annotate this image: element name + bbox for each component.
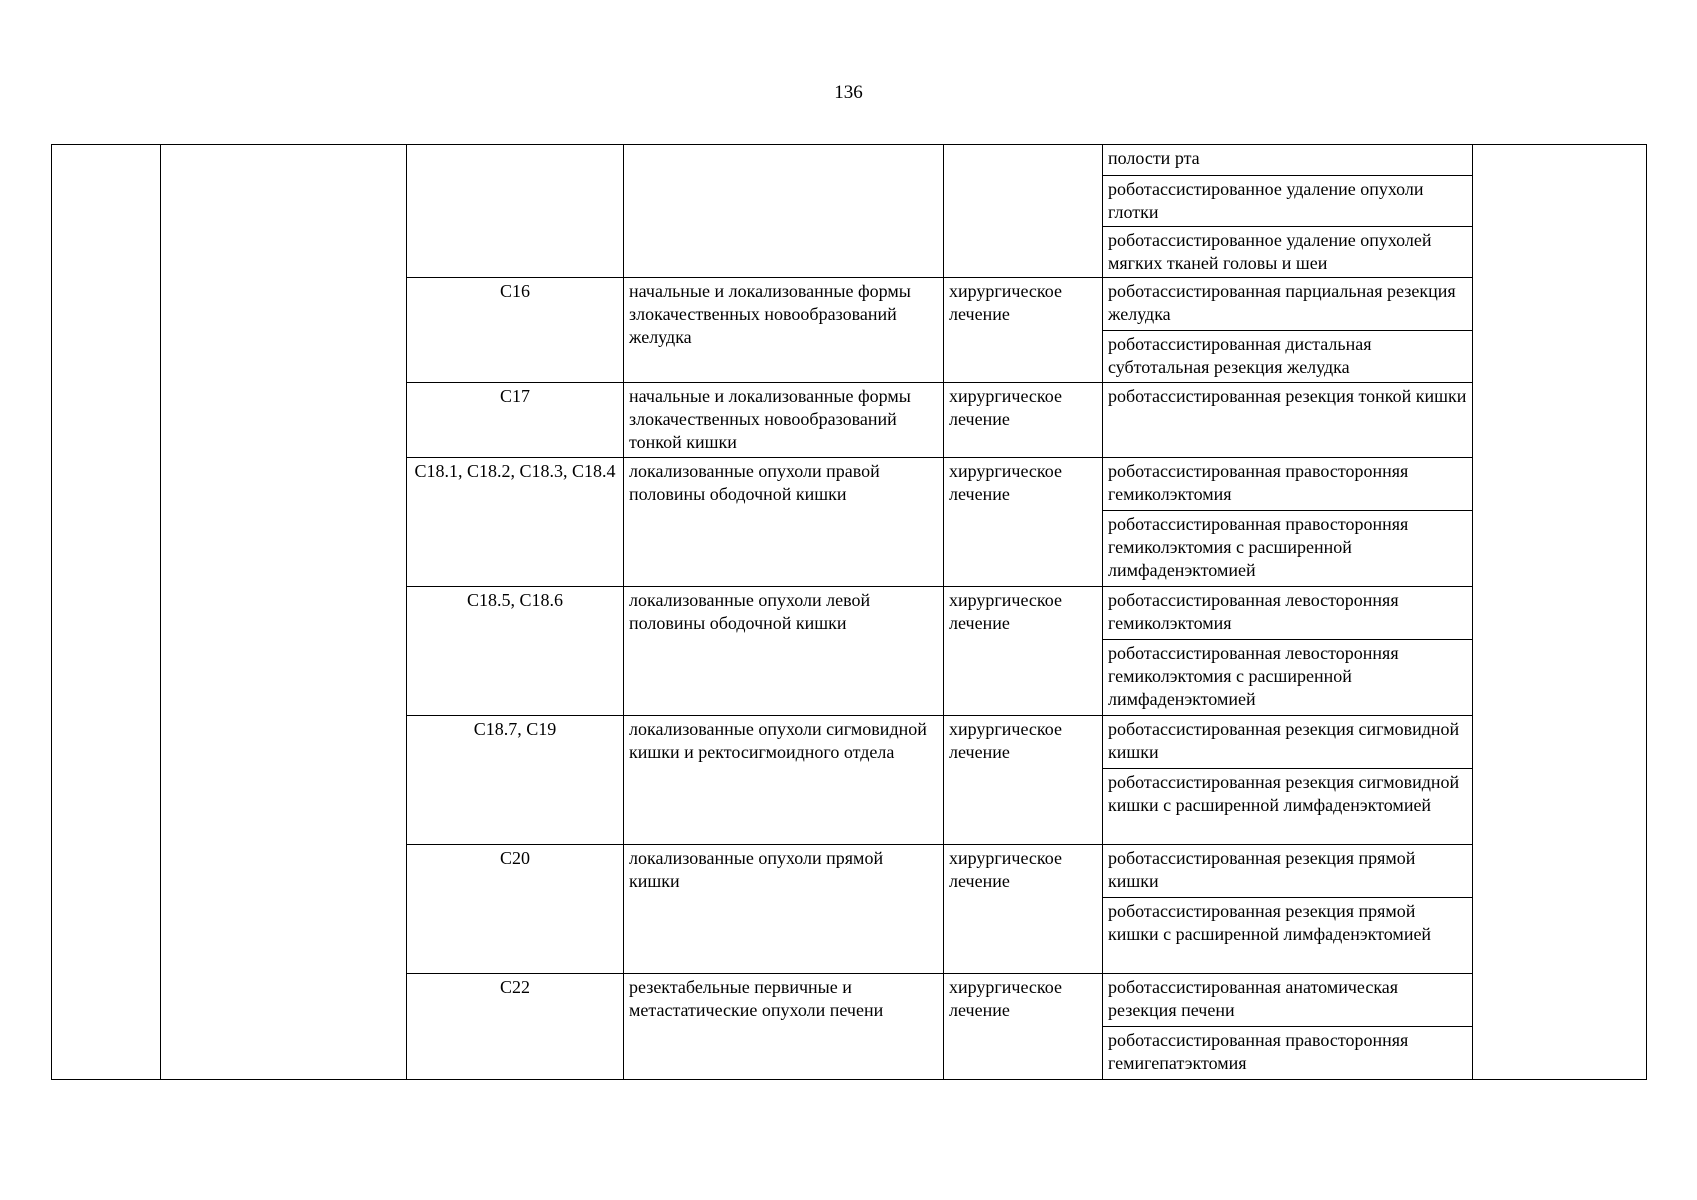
model-cell: резектабельные первичные и метастатические опухоли печени <box>624 974 944 1080</box>
method-cell: роботассистированная правосторонняя гемиколэктомия <box>1103 458 1473 511</box>
method-cell: роботассистированная дистальная субтотальная резекция желудка <box>1103 331 1473 383</box>
method-cell: роботассистированная анатомическая резекция печени <box>1103 974 1473 1027</box>
treatment-cell: хирургическое лечение <box>944 974 1103 1080</box>
code-cell: C18.1, C18.2, C18.3, C18.4 <box>407 458 624 587</box>
model-cell: локализованные опухоли правой половины ободочной кишки <box>624 458 944 587</box>
cost-column-cell <box>1473 145 1647 1080</box>
code-cell: C18.7, C19 <box>407 716 624 845</box>
method-cell: роботассистированная парциальная резекция желудка <box>1103 278 1473 331</box>
number-column-cell <box>52 145 161 1080</box>
model-cell <box>624 145 944 278</box>
method-cell: роботассистированная левосторонняя гемиколэктомия <box>1103 587 1473 640</box>
method-cell: роботассистированная резекция сигмовидной кишки <box>1103 716 1473 769</box>
code-cell: C22 <box>407 974 624 1080</box>
page-number: 136 <box>834 82 863 103</box>
method-cell: полости рта <box>1103 145 1473 176</box>
method-cell: роботассистированная резекция прямой кишки с расширенной лимфаденэктомией <box>1103 898 1473 974</box>
model-cell: начальные и локализованные формы злокачественных новообразований тонкой кишки <box>624 383 944 458</box>
method-cell: роботассистированная правосторонняя гемиколэктомия с расширенной лимфаденэктомией <box>1103 511 1473 587</box>
method-cell: роботассистированное удаление опухолей мягких тканей головы и шеи <box>1103 227 1473 278</box>
code-cell: C16 <box>407 278 624 383</box>
treatment-cell: хирургическое лечение <box>944 845 1103 974</box>
method-cell: роботассистированная левосторонняя гемиколэктомия с расширенной лимфаденэктомией <box>1103 640 1473 716</box>
code-cell: C18.5, C18.6 <box>407 587 624 716</box>
treatment-cell: хирургическое лечение <box>944 587 1103 716</box>
model-cell: локализованные опухоли сигмовидной кишки и ректосигмоидного отдела <box>624 716 944 845</box>
method-cell: роботассистированная резекция сигмовидной кишки с расширенной лимфаденэктомией <box>1103 769 1473 845</box>
code-cell <box>407 145 624 278</box>
group-name-column-cell <box>161 145 407 1080</box>
code-cell: C17 <box>407 383 624 458</box>
method-cell: роботассистированная правосторонняя гемигепатэктомия <box>1103 1027 1473 1080</box>
model-cell: локализованные опухоли прямой кишки <box>624 845 944 974</box>
method-cell: роботассистированное удаление опухоли глотки <box>1103 176 1473 227</box>
procedures-table <box>51 144 1647 1080</box>
treatment-cell: хирургическое лечение <box>944 458 1103 587</box>
method-cell: роботассистированная резекция прямой кишки <box>1103 845 1473 898</box>
treatment-cell: хирургическое лечение <box>944 278 1103 383</box>
treatment-cell <box>944 145 1103 278</box>
table-row <box>52 145 1647 176</box>
method-cell: роботассистированная резекция тонкой кишки <box>1103 383 1473 458</box>
treatment-cell: хирургическое лечение <box>944 383 1103 458</box>
model-cell: начальные и локализованные формы злокачественных новообразований желудка <box>624 278 944 383</box>
treatment-cell: хирургическое лечение <box>944 716 1103 845</box>
procedures-table-body <box>52 145 1647 1080</box>
code-cell: C20 <box>407 845 624 974</box>
model-cell: локализованные опухоли левой половины ободочной кишки <box>624 587 944 716</box>
